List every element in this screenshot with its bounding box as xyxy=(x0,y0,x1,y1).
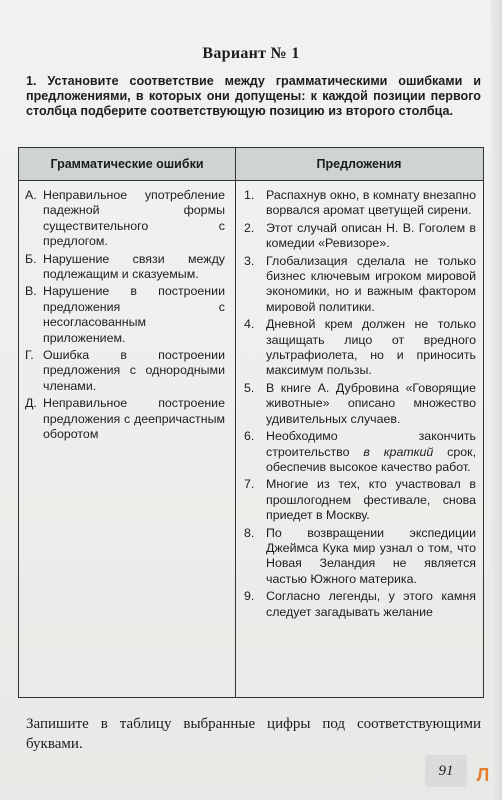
error-text: Неправильное построение предложения с деепричастным оборотом xyxy=(43,396,225,442)
error-label: Д. xyxy=(25,396,37,411)
errors-column xyxy=(25,188,225,445)
sentence-number: 1. xyxy=(244,188,255,202)
sentence-number: 5. xyxy=(244,380,255,395)
sentence-text: По возвращении экспедиции Джеймса Кука мир узнал о том, что Новая Зеландия не является частью Южного материка. xyxy=(266,525,476,586)
sentence-text: Согласно легенды, у этого камня следует загадывать желание xyxy=(266,589,476,619)
sentence-item-1 xyxy=(244,188,476,219)
sentence-text-part: срок, обеспечив высокое качество работ. xyxy=(266,444,477,474)
footer-instruction: Запишите в таблицу выбранные цифры под соответствующими буквами. xyxy=(26,716,481,752)
error-label: Г. xyxy=(25,348,34,363)
sentence-number: 9. xyxy=(244,589,255,604)
column-divider xyxy=(235,148,236,697)
sentence-number: 3. xyxy=(244,253,255,268)
sentence-text: Многие из тех, кто участвовал в прошлогоднем фестивале, снова приедет в Москву. xyxy=(266,477,476,523)
sentence-item-6 xyxy=(244,429,476,475)
error-item-g xyxy=(25,348,225,394)
error-text: Нарушение связи между подлежащим и сказуемым. xyxy=(43,251,225,282)
error-item-v xyxy=(25,284,225,346)
sentence-text: В книге А. Дубровина «Говорящие животные» описано множество удивительных случаев. xyxy=(266,380,476,426)
error-item-b xyxy=(25,252,225,283)
sentence-item-7 xyxy=(244,477,476,523)
error-item-a xyxy=(25,188,225,250)
page-edge xyxy=(490,0,502,800)
sentence-item-5 xyxy=(244,381,476,427)
sentence-item-2 xyxy=(244,221,476,252)
error-label: Б. xyxy=(25,251,37,266)
page-number: 91 xyxy=(425,755,467,787)
sentence-text: Распахнув окно, в комнату внезапно ворвался аромат цветущей сирени. xyxy=(266,188,476,218)
sentence-number: 6. xyxy=(244,429,255,444)
header-sentences: Предложения xyxy=(316,157,402,171)
publisher-logo-icon: Л xyxy=(476,765,490,785)
sentence-item-4 xyxy=(244,317,476,379)
sentence-text-italic: в краткий xyxy=(363,444,434,459)
matching-table xyxy=(18,147,484,698)
sentence-text: Глобализация сделала не только бизнес ключевым игроком мировой экономики, но и важным фактором мировой политики. xyxy=(266,253,476,314)
error-text: Нарушение в построении предложения с несогласованным приложением. xyxy=(43,284,225,345)
sentence-number: 2. xyxy=(244,220,255,235)
error-label: В. xyxy=(25,284,37,299)
sentence-text: Дневной крем должен не только защищать лицо от вредного ультрафиолета, но и приносить максимум пользы. xyxy=(266,317,476,378)
variant-title: Вариант № 1 xyxy=(202,45,300,62)
sentence-item-3 xyxy=(244,254,476,316)
sentence-number: 8. xyxy=(244,525,255,540)
table-header xyxy=(19,148,483,181)
header-errors: Грамматические ошибки xyxy=(50,157,204,171)
sentence-text xyxy=(266,429,476,475)
sentence-text: Этот случай описан Н. В. Гоголем в комедии «Ревизоре». xyxy=(266,220,476,251)
sentences-column xyxy=(244,188,476,622)
sentence-text-part: Необходимо закончить строительство xyxy=(266,429,476,459)
error-text: Неправильное употребление падежной формы существительного с предлогом. xyxy=(43,188,225,249)
sentence-number: 4. xyxy=(244,317,255,332)
task-instruction: 1. Установите соответствие между грамматическими ошибками и предложениями, в которых они допущены: к каждой позиции первого столбца подберите соответствующую позицию из второго столбца. xyxy=(26,74,481,118)
sentence-item-8 xyxy=(244,526,476,588)
error-text: Ошибка в построении предложения с однородными членами. xyxy=(43,348,225,393)
sentence-item-9 xyxy=(244,589,476,620)
sentence-number: 7. xyxy=(244,477,255,492)
error-item-d xyxy=(25,396,225,442)
error-label: А. xyxy=(25,188,37,202)
